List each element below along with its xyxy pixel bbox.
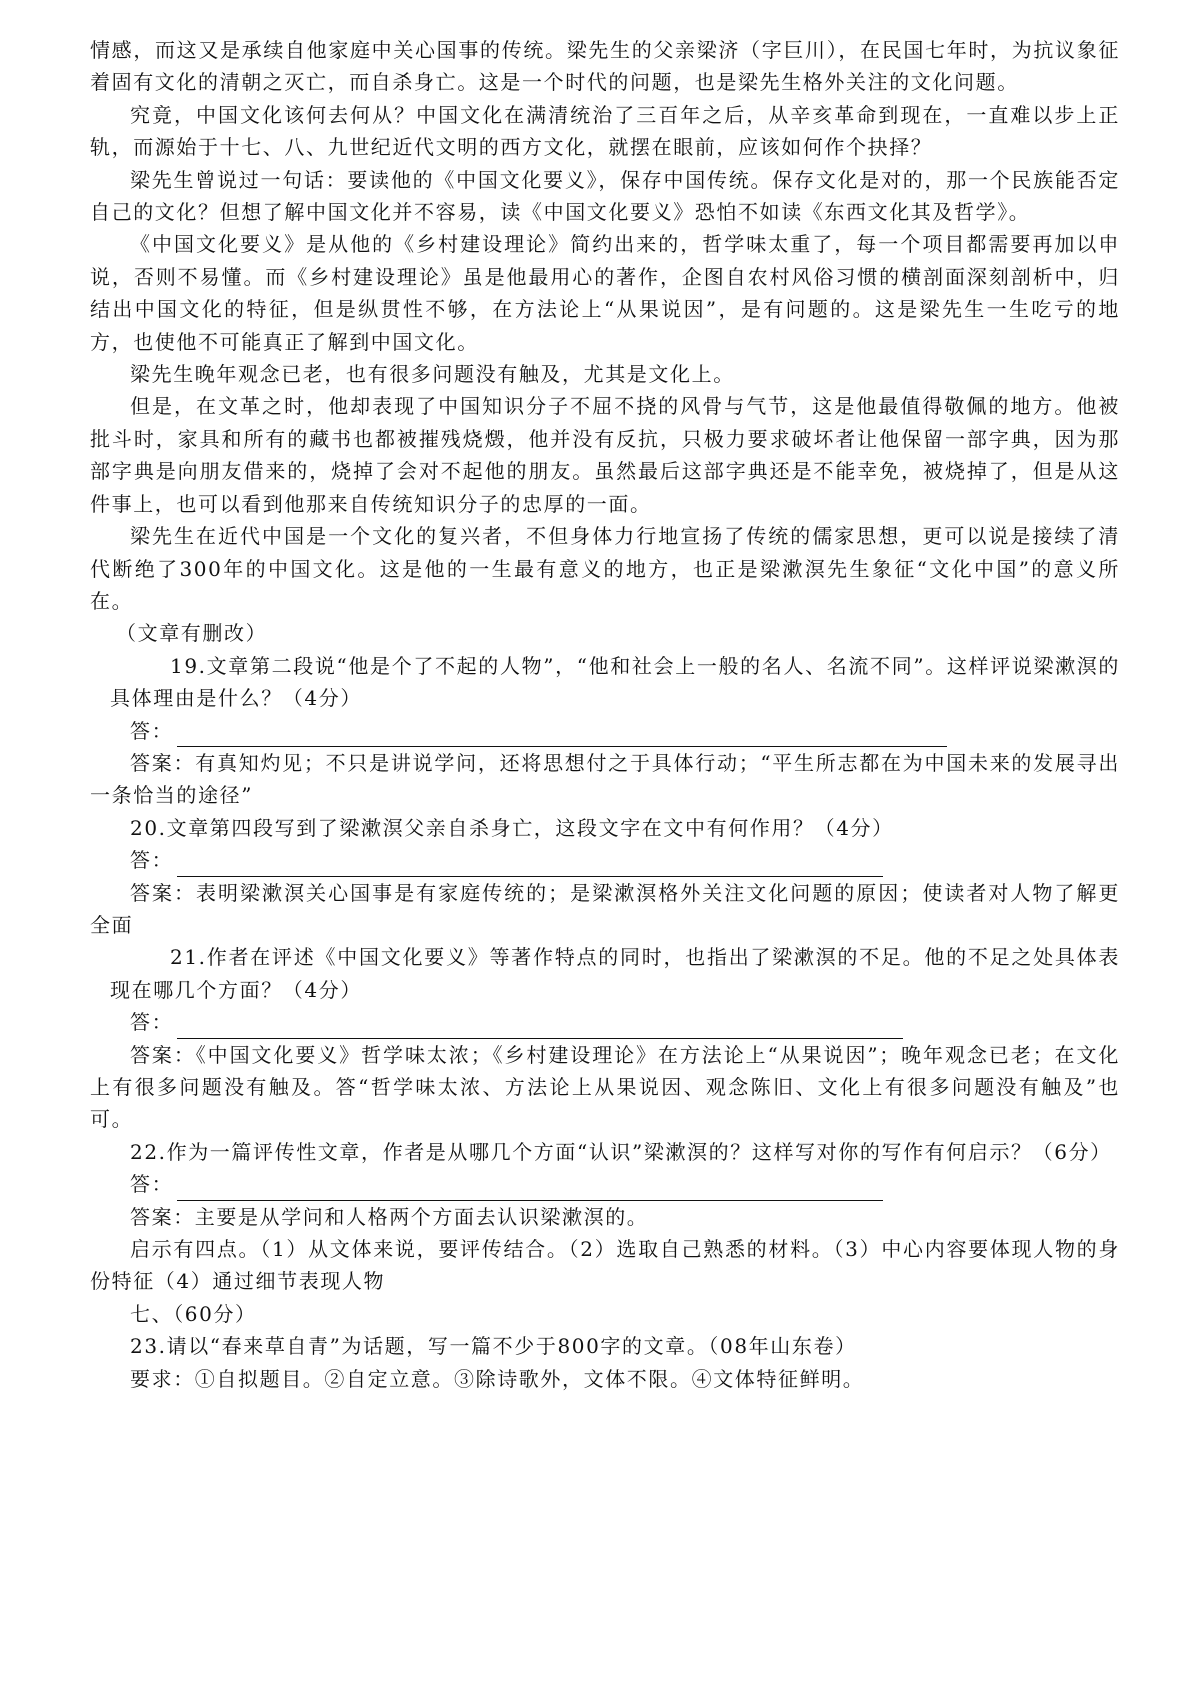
question-23-requirements: 要求：①自拟题目。②自定立意。③除诗歌外，文体不限。④文体特征鲜明。: [130, 1366, 865, 1391]
question-22: 22.作为一篇评传性文章，作者是从哪几个方面“认识”梁漱溟的？这样写对你的写作有何启示？（6分）: [130, 1139, 1112, 1164]
paragraph-2: 究竟，中国文化该何去何从？中国文化在满清统治了三百年之后，从辛亥革命到现在，一直难以步上正轨，而源始于十七、八、九世纪近代文明的西方文化，就摆在眼前，应该如何作个抉择？: [90, 102, 1120, 160]
answer-22-insight: 启示有四点。（1）从文体来说，要评传结合。（2）选取自己熟悉的材料。（3）中心内容要体现人物的身份特征（4）通过细节表现人物: [90, 1236, 1120, 1294]
exam-page: [90, 34, 1120, 1395]
paragraph-3: 梁先生曾说过一句话：要读他的《中国文化要义》，保存中国传统。保存文化是对的，那一个民族能否定自己的文化？但想了解中国文化并不容易，读《中国文化要义》恐怕不如读《东西文化其及哲学》。: [90, 167, 1120, 225]
source-note: （文章有删改）: [116, 621, 268, 646]
paragraph-7: 梁先生在近代中国是一个文化的复兴者，不但身体力行地宣扬了传统的儒家思想，更可以说是接续了清代断绝了300年的中国文化。这是他的一生最有意义的地方，也正是梁漱溟先生象征“文化中国”的意义所在。: [90, 524, 1120, 613]
answer-prefix: 答：: [130, 1010, 174, 1035]
answer-line-19[interactable]: [90, 715, 1120, 747]
answer-22: 答案：主要是从学问和人格两个方面去认识梁漱溟的。: [130, 1204, 649, 1229]
answer-20: 答案：表明梁漱溟关心国事是有家庭传统的；是梁漱溟格外关注文化问题的原因；使读者对人物了解更全面: [90, 880, 1120, 937]
question-20: 20.文章第四段写到了梁漱溟父亲自杀身亡，这段文字在文中有何作用？（4分）: [130, 815, 894, 840]
paragraph-4: 《中国文化要义》是从他的《乡村建设理论》简约出来的，哲学味太重了，每一个项目都需要再加以申说，否则不易懂。而《乡村建设理论》虽是他最用心的著作，企图自农村风俗习惯的横剖面深刻剖析中，归结出中国文化的特征，但是纵贯性不够，在方法论上“从果说因”，是有问题的。这是梁先生一生吃亏的地方，也使他不可能真正了解到中国文化。: [90, 232, 1120, 354]
answer-21: 答案：《中国文化要义》哲学味太浓；《乡村建设理论》在方法论上“从果说因”；晚年观念已老；在文化上有很多问题没有触及。答“哲学味太浓、方法论上从果说因、观念陈旧、文化上有很多问题没有触及”也可。: [90, 1042, 1120, 1132]
paragraph-1: 情感，而这又是承续自他家庭中关心国事的传统。梁先生的父亲梁济（字巨川），在民国七年时，为抗议象征着固有文化的清朝之灭亡，而自杀身亡。这是一个时代的问题，也是梁先生格外关注的文化问题。: [90, 38, 1120, 95]
answer-line-20[interactable]: [90, 844, 1120, 876]
question-23: 23.请以“春来草自青”为话题，写一篇不少于800字的文章。（08年山东卷）: [130, 1334, 857, 1359]
answer-blank[interactable]: [177, 1016, 903, 1039]
answer-19: 答案：有真知灼见；不只是讲说学问，还将思想付之于具体行动；“平生所志都在为中国未来的发展寻出一条恰当的途径”: [90, 750, 1120, 808]
answer-blank[interactable]: [177, 854, 883, 877]
answer-prefix: 答：: [130, 848, 174, 873]
answer-line-22[interactable]: [90, 1168, 1120, 1200]
section-7-heading: 七、（60分）: [130, 1301, 257, 1326]
paragraph-5: 梁先生晚年观念已老，也有很多问题没有触及，尤其是文化上。: [130, 362, 735, 387]
answer-prefix: 答：: [130, 1172, 174, 1197]
question-21: 21.作者在评述《中国文化要义》等著作特点的同时，也指出了梁漱溟的不足。他的不足之处具体表现在哪几个方面？（4分）: [110, 945, 1120, 1002]
answer-blank[interactable]: [177, 1178, 883, 1201]
answer-prefix: 答：: [130, 718, 174, 743]
answer-blank[interactable]: [177, 724, 947, 747]
answer-line-21[interactable]: [90, 1006, 1120, 1038]
question-19: 19.文章第二段说“他是个了不起的人物”，“他和社会上一般的名人、名流不同”。这样评说梁漱溟的具体理由是什么？（4分）: [110, 653, 1120, 711]
paragraph-6: 但是，在文革之时，他却表现了中国知识分子不屈不挠的风骨与气节，这是他最值得敬佩的地方。他被批斗时，家具和所有的藏书也都被摧残烧燬，他并没有反抗，只极力要求破坏者让他保留一部字典，因为那部字典是向朋友借来的，烧掉了会对不起他的朋友。虽然最后这部字典还是不能幸免，被烧掉了，但是从这件事上，也可以看到他那来自传统知识分子的忠厚的一面。: [90, 394, 1120, 516]
